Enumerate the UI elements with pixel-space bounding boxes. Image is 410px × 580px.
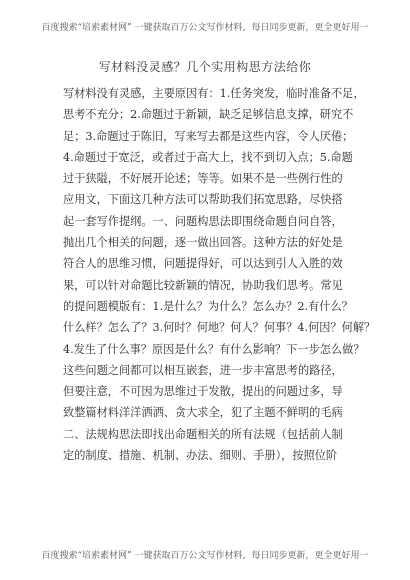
body-line: 的提问题模版有：1.是什么？为什么？怎么办？2.有什么？ <box>63 299 353 313</box>
body-line: 什么样？怎么了？3.何时？何地？何人？何事？4.何因？何解？ <box>63 321 376 335</box>
body-line: 这些问题之间都可以相互嵌套，进一步丰富思考的路径， <box>63 363 343 377</box>
body-line: 但要注意，不可因为思维过于发散，提出的问题过多，导 <box>63 385 343 399</box>
body-line: 致整篇材料洋洋洒洒、贪大求全，犯了主题不鲜明的毛病 <box>63 406 343 420</box>
header-banner: 百度搜索“培索素材网” 一键获取百万公文写作材料，每日同步更新，更全更好用一 <box>41 23 369 33</box>
document-body <box>63 83 376 466</box>
body-line: 起一套写作提纲。一、问题构思法即围绕命题自问自答， <box>63 214 343 228</box>
body-line: 抛出几个相关的问题，逐一做出回答。这种方法的好处是 <box>63 236 343 250</box>
body-line: 4.发生了什么事？原因是什么？有什么影响？下一步怎么做？ <box>63 342 365 356</box>
body-line: 二、法规构思法即找出命题相关的所有法规（包括前人制 <box>63 427 343 441</box>
body-line: 定的制度、措施、机制、办法、细则、手册），按照位阶 <box>63 449 338 463</box>
body-line: 写材料没有灵感，主要原因有：1.任务突发，临时准备不足， <box>63 87 365 100</box>
body-line: 应用文，下面这几种方法可以帮助我们拓宽思路，尽快搭 <box>63 193 343 207</box>
body-line: 4.命题过于宽泛，或者过于高大上，找不到切入点；5.命题 <box>63 150 353 164</box>
body-line: 符合人的思维习惯，问题提得好，可以达到引人入胜的效 <box>63 257 343 271</box>
body-line: 果，可以针对命题比较新颖的情况，协助我们思考。常见 <box>63 278 343 292</box>
body-line: 思考不充分；2.命题过于新颖，缺乏足够信息支撑，研究不 <box>63 108 354 122</box>
body-line: 过于狭隘，不好展开论述；等等。如果不是一些例行性的 <box>63 172 343 186</box>
document-title: 写材料没灵感？几个实用构思方法给你 <box>98 60 312 74</box>
body-line: 足；3.命题过于陈旧，写来写去都是这些内容，令人厌倦； <box>63 129 354 143</box>
footer-banner: 百度搜索“培索素材网” 一键获取百万公文写作材料，每日同步更新，更全更好用一 <box>41 551 369 561</box>
